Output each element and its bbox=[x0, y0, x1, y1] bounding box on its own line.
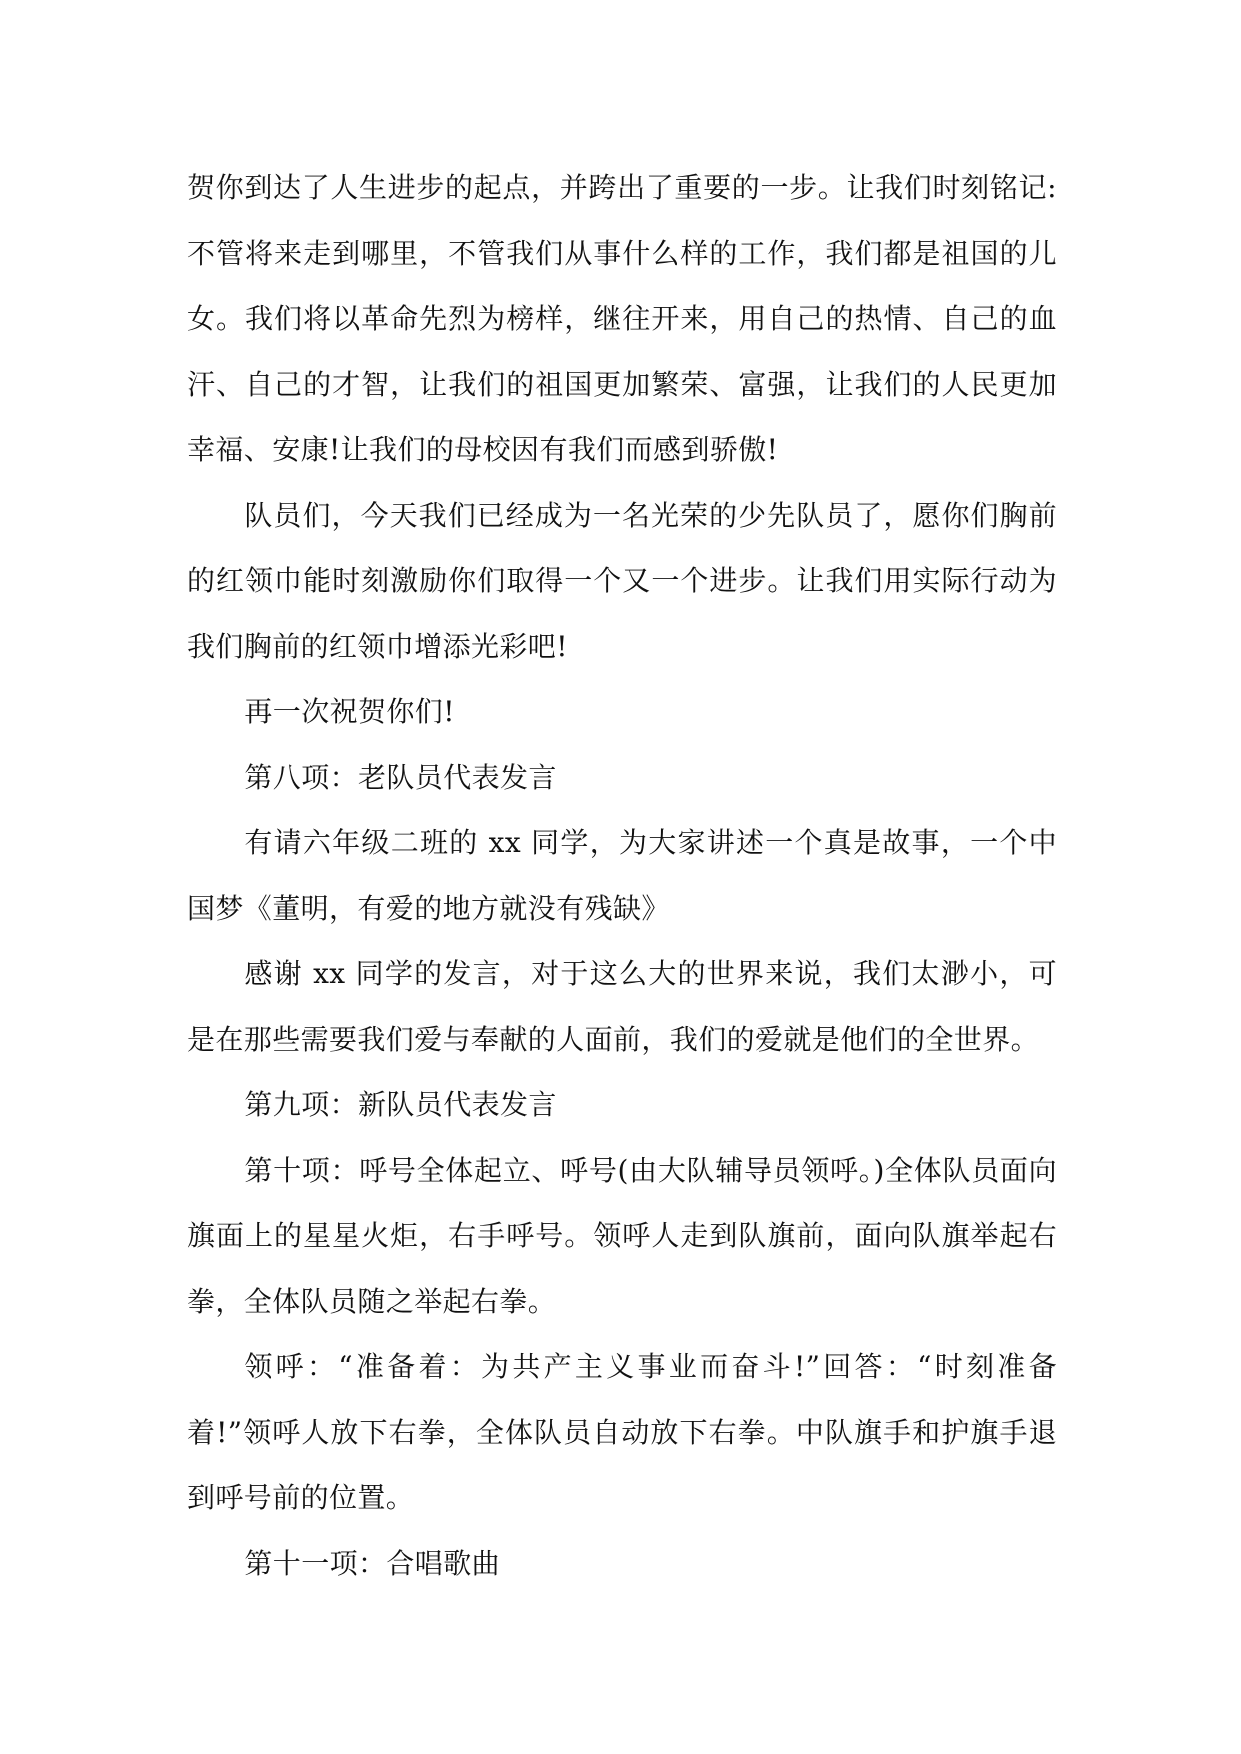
section-heading: 第十一项：合唱歌曲 bbox=[244, 1546, 500, 1580]
paragraph: 有请六年级二班的 xx 同学，为大家讲述一个真是故事，一个中国梦《董明，有爱的地方就没有残缺》 bbox=[187, 826, 1057, 925]
paragraph: 贺你到达了人生进步的起点，并跨出了重要的一步。让我们时刻铭记:不管将来走到哪里，不管我们从事什么样的工作，我们都是祖国的儿女。我们将以革命先烈为榜样，继往开来，用自己的热情、自己的血汗、自己的才智，让我们的祖国更加繁荣、富强，让我们的人民更加幸福、安康!让我们的母校因有我们而感到骄傲! bbox=[187, 171, 1057, 466]
paragraph: 第十项：呼号全体起立、呼号(由大队辅导员领呼。)全体队员面向旗面上的星星火炬，右手呼号。领呼人走到队旗前，面向队旗举起右拳，全体队员随之举起右拳。 bbox=[187, 1153, 1057, 1318]
document-body bbox=[187, 155, 1057, 1596]
paragraph: 队员们，今天我们已经成为一名光荣的少先队员了，愿你们胸前的红领巾能时刻激励你们取得一个又一个进步。让我们用实际行动为我们胸前的红领巾增添光彩吧! bbox=[187, 498, 1057, 663]
section-heading: 第八项：老队员代表发言 bbox=[244, 760, 557, 794]
section-heading: 第九项：新队员代表发言 bbox=[244, 1088, 557, 1121]
paragraph: 感谢 xx 同学的发言，对于这么大的世界来说，我们太渺小，可是在那些需要我们爱与奉献的人面前，我们的爱就是他们的全世界。 bbox=[187, 957, 1057, 1056]
paragraph: 再一次祝贺你们! bbox=[244, 695, 455, 728]
paragraph: 领呼：“准备着：为共产主义事业而奋斗!”回答：“时刻准备着!”领呼人放下右拳，全体队员自动放下右拳。中队旗手和护旗手退到呼号前的位置。 bbox=[187, 1350, 1057, 1514]
